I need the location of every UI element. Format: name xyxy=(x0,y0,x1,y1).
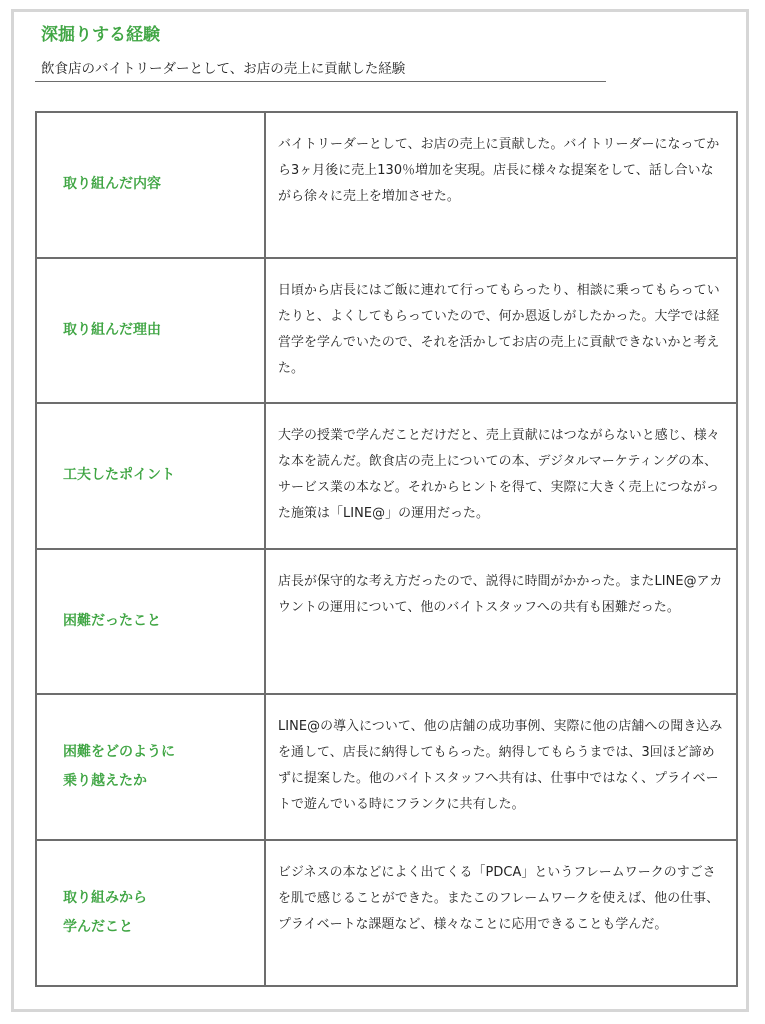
row-label: 工夫したポイント xyxy=(36,403,265,549)
table-row xyxy=(36,112,737,258)
row-content-text: 店長が保守的な考え方だったので、説得に時間がかかった。またLINE@アカウントの運用について、他のバイトスタッフへの共有も困難だった。 xyxy=(278,573,723,615)
row-content-text: バイトリーダーとして、お店の売上に貢献した。バイトリーダーになってから3ヶ月後に売上130％増加を実現。店長に様々な提案をして、話し合いながら徐々に売上を増加させた。 xyxy=(278,137,720,204)
page-subtitle: 飲食店のバイトリーダーとして、お店の売上に貢献した経験 xyxy=(41,61,406,77)
table-row xyxy=(36,258,737,404)
row-label: 困難だったこと xyxy=(36,549,265,695)
row-content xyxy=(265,258,737,404)
title-underline xyxy=(35,81,606,82)
table-row xyxy=(36,549,737,695)
experience-table xyxy=(35,111,738,987)
row-content xyxy=(265,549,737,695)
row-content xyxy=(265,840,737,986)
table-row xyxy=(36,403,737,549)
row-label: 取り組みから 学んだこと xyxy=(36,840,265,986)
row-content-text: 日頃から店長にはご飯に連れて行ってもらったり、相談に乗ってもらっていたりと、よくしてもらっていたので、何か恩返しがしたかった。大学では経営学を学んでいたので、それを活かしてお店の売上に貢献できないかと考えた。 xyxy=(278,282,720,376)
row-label: 取り組んだ内容 xyxy=(36,112,265,258)
row-content xyxy=(265,694,737,840)
row-content-text: 大学の授業で学んだことだけだと、売上貢献にはつながらないと感じ、様々な本を読んだ。飲食店の売上についての本、デジタルマーケティングの本、サービス業の本など。それからヒントを得て、実際に大きく売上につながった施策は「LINE@」の運用だった。 xyxy=(278,428,720,522)
row-content-text: LINE@の導入について、他の店舗の成功事例、実際に他の店舗への聞き込みを通して、店長に納得してもらった。納得してもらうまでは、3回ほど諦めずに提案した。他のバイトスタッフへ共有は、仕事中ではなく、プライベートで遊んでいる時にフランクに共有した。 xyxy=(278,719,723,813)
row-content-text: ビジネスの本などによく出てくる「PDCA」というフレームワークのすごさを肌で感じることができた。またこのフレームワークを使えば、他の仕事、プライベートな課題など、様々なことに応用できることも学んだ。 xyxy=(278,864,720,932)
page-title: 深掘りする経験 xyxy=(41,25,160,45)
table-row xyxy=(36,694,737,840)
table-row xyxy=(36,840,737,986)
row-content xyxy=(265,112,737,258)
row-label: 困難をどのように 乗り越えたか xyxy=(36,694,265,840)
row-content xyxy=(265,403,737,549)
row-label: 取り組んだ理由 xyxy=(36,258,265,404)
